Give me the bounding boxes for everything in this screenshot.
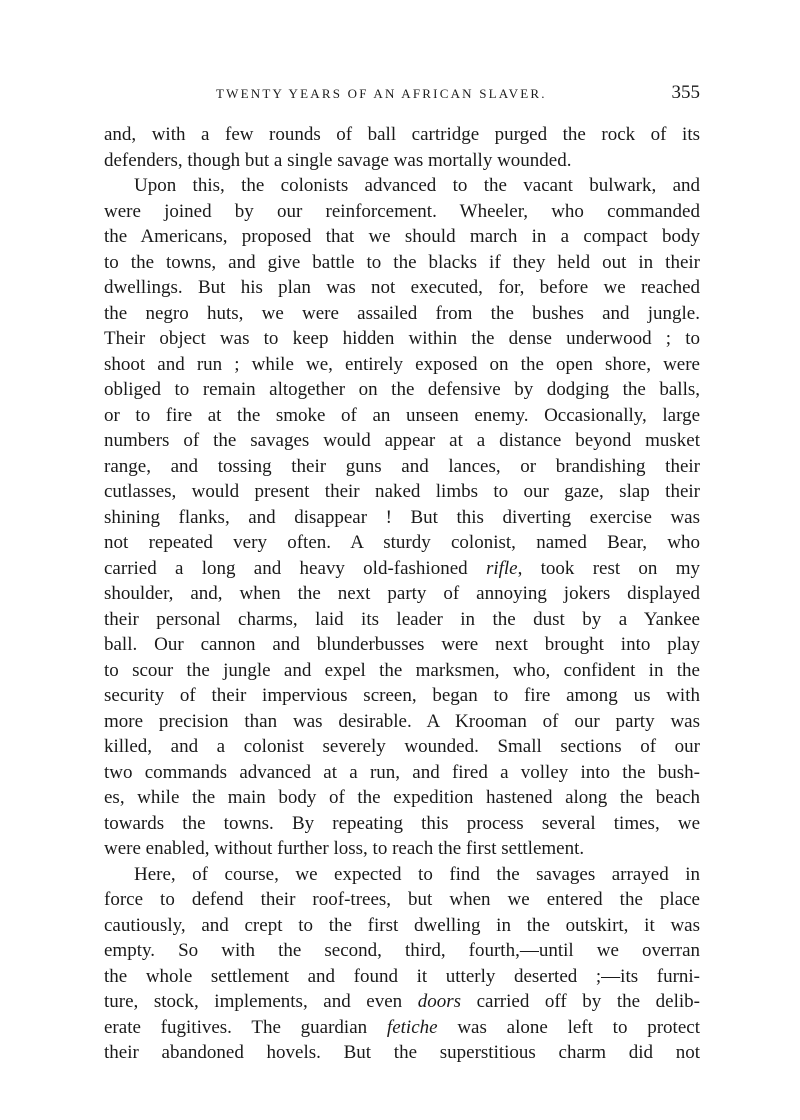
text-line: and, with a few rounds of ball cartridge purged the rock of its [104,124,700,145]
text-line: defenders, though but a single savage was mortally wounded. [104,149,572,171]
text-segment: ture, stock, implements, and even [104,991,418,1012]
text-line: were joined by our reinforcement. Wheeler, who commanded [104,200,700,222]
text-segment: erate fugitives. The guardian [104,1016,387,1038]
text-line: range, and tossing their guns and lances, or brandishing their [104,455,700,477]
text-line: more precision than was desirable. A Krooman of our party was [104,710,700,732]
text-line: shoot and run ; while we, entirely exposed on the open shore, were [104,353,700,375]
text-line: obliged to remain altogether on the defensive by dodging the balls, [104,379,700,400]
text-line: their personal charms, laid its leader in the dust by a Yankee [104,608,700,630]
text-line: to scour the jungle and expel the marksmen, who, confident in the [104,659,700,681]
text-line: empty. So with the second, third, fourth,—until we overran [104,940,700,961]
text-line: killed, and a colonist severely wounded. Small sections of our [104,736,700,757]
text-line: cutlasses, would present their naked limbs to our gaze, slap their [104,481,700,502]
text-line: were enabled, without further loss, to reach the first settlement. [104,838,585,859]
running-head [104,82,700,104]
text-line: es, while the main body of the expedition hastened along the beach [104,787,700,808]
text-line: two commands advanced at a run, and fired a volley into the bush- [104,761,700,783]
text-line: Here, of course, we expected to find the savages arrayed in [134,863,700,885]
text-segment: was alone left to protect [437,1016,700,1038]
running-title: TWENTY YEARS OF AN AFRICAN SLAVER. [216,86,547,101]
text-line: security of their impervious screen, began to fire among us with [104,685,700,706]
text-line [104,556,700,582]
body-text [104,122,700,1066]
text-line: force to defend their roof-trees, but when we entered the place [104,889,700,910]
text-line: towards the towns. By repeating this process several times, we [104,812,700,834]
text-line: dwellings. But his plan was not executed, for, before we reached [104,277,700,298]
text-line: the whole settlement and found it utterly deserted ;—its furni- [104,965,700,987]
text-line: Their object was to keep hidden within the dense underwood ; to [104,328,700,349]
text-line: their abandoned hovels. But the superstitious charm did not [104,1042,700,1063]
text-segment: carried off by the delib- [461,991,700,1012]
page-number: 355 [671,82,700,103]
text-line: ball. Our cannon and blunderbusses were next brought into play [104,634,700,655]
text-line: Upon this, the colonists advanced to the vacant bulwark, and [134,175,700,196]
italic-word: doors [417,991,462,1012]
italic-word: fetiche [386,1016,438,1038]
text-line [104,989,700,1015]
italic-word: rifle [485,557,518,579]
text-line: shining flanks, and disappear ! But this diverting exercise was [104,506,700,528]
text-segment: , took rest on my [517,557,700,579]
text-line: not repeated very often. A sturdy colonist, named Bear, who [104,532,700,553]
text-line: or to fire at the smoke of an unseen enemy. Occasionally, large [104,404,700,426]
text-line [104,1015,700,1041]
text-line: the negro huts, we were assailed from the bushes and jungle. [104,302,700,324]
text-line: cautiously, and crept to the first dwelling in the outskirt, it was [104,914,700,936]
text-line: numbers of the savages would appear at a distance beyond musket [104,430,700,451]
text-line: shoulder, and, when the next party of annoying jokers displayed [104,583,700,604]
text-line: the Americans, proposed that we should march in a compact body [104,226,700,247]
text-line: to the towns, and give battle to the blacks if they held out in their [104,251,700,273]
text-segment: carried a long and heavy old-fashioned [104,557,486,579]
